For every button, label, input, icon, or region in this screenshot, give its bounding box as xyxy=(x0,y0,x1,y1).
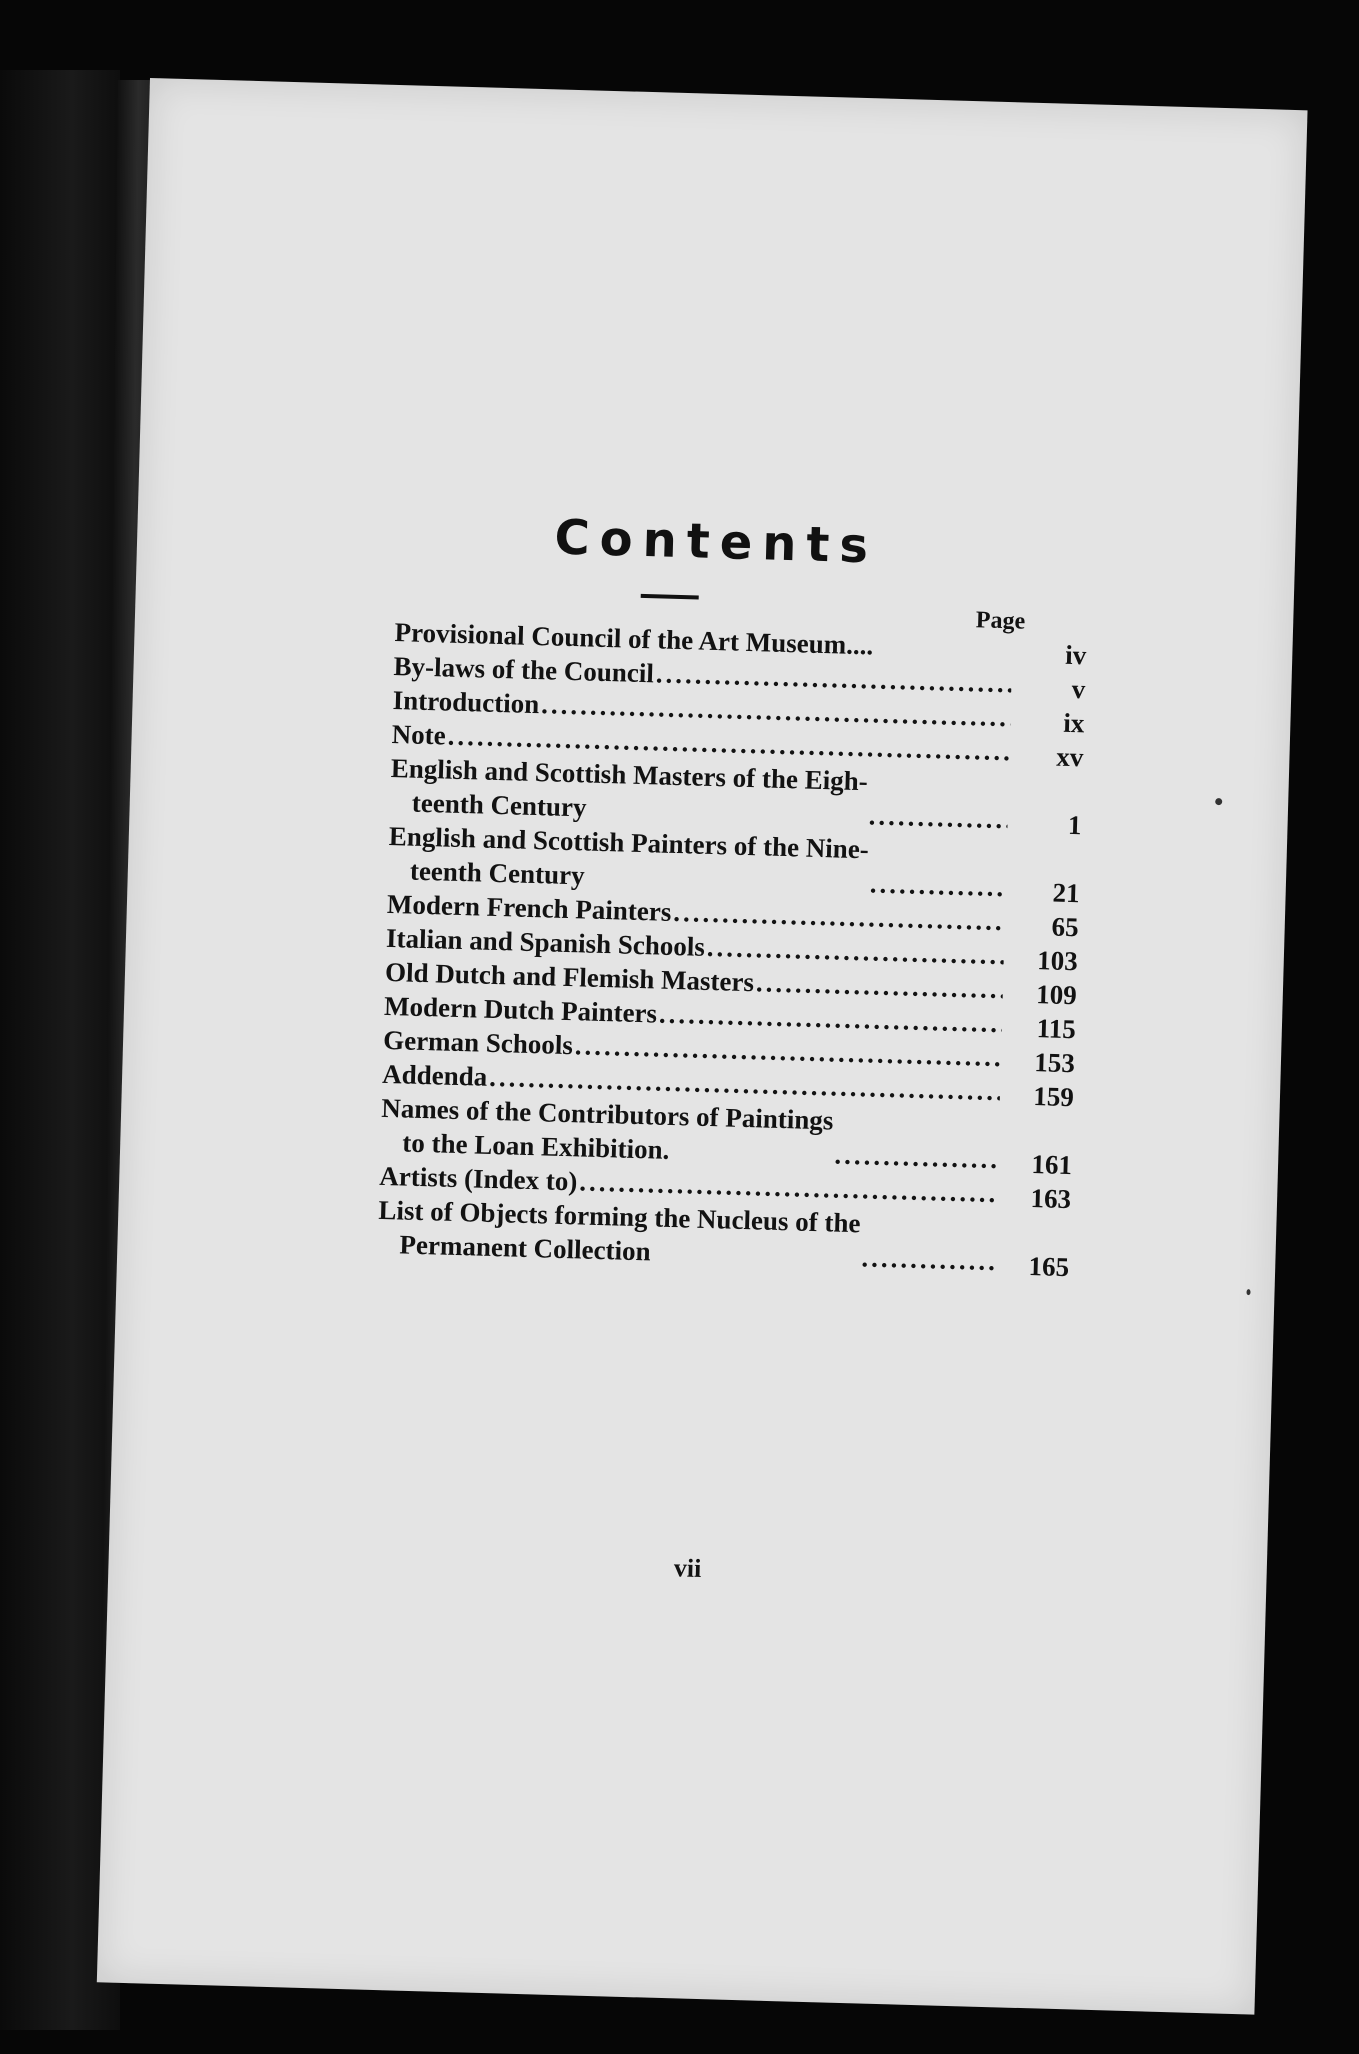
dot-leader xyxy=(869,866,1006,904)
toc-entry-page-number: 103 xyxy=(1036,945,1079,977)
toc-entry-page-number: 165 xyxy=(1028,1251,1070,1283)
toc-entry-page-number: 115 xyxy=(1036,1013,1077,1045)
toc-entry-page-number: 109 xyxy=(1035,979,1078,1011)
toc-entry-title: Provisional Council of the Art Museum.... xyxy=(394,617,874,661)
toc-entry-title xyxy=(380,1091,834,1172)
toc-entry-title: Note xyxy=(391,719,447,751)
toc-entry-title: Artists (Index to) xyxy=(379,1160,578,1197)
toc-entry-title-line: List of Objects forming the Nucleus of the xyxy=(378,1194,861,1239)
title-rule xyxy=(641,594,699,600)
toc-entry-page-number: 159 xyxy=(1032,1081,1075,1113)
toc-entry-title: Modern French Painters xyxy=(386,888,672,927)
toc-entry-page-number: 163 xyxy=(1030,1183,1072,1215)
book-page xyxy=(97,78,1308,2015)
dot-leader xyxy=(861,1240,996,1278)
toc-entry-page-number: 161 xyxy=(1031,1149,1073,1181)
toc-entry-title: By-laws of the Council xyxy=(393,651,655,689)
toc-entry-page-number: ix xyxy=(1062,707,1085,739)
page-column-heading: Page xyxy=(975,607,1026,635)
toc-entry-title-line: English and Scottish Masters of the Eigh- xyxy=(390,752,869,797)
toc-entry-page-number: 21 xyxy=(1052,877,1081,909)
toc-entry-title-continuation: Permanent Collection xyxy=(399,1229,652,1267)
page-content xyxy=(97,78,1308,2015)
toc-entry-title-continuation: teenth Century xyxy=(409,855,586,891)
toc-entry-title: Addenda xyxy=(381,1058,488,1092)
toc-entry-title-line: English and Scottish Painters of the Nine- xyxy=(388,820,870,865)
page-number: vii xyxy=(673,1553,702,1583)
toc-entry-page-number: 153 xyxy=(1033,1047,1076,1079)
table-of-contents xyxy=(377,607,1087,1283)
toc-entry-title: Old Dutch and Flemish Masters xyxy=(384,956,755,998)
toc-entry-page-number: 1 xyxy=(1067,809,1082,841)
dot-leader xyxy=(834,1138,999,1177)
toc-entry-title-continuation: teenth Century xyxy=(411,787,587,823)
toc-entry-title: German Schools xyxy=(382,1024,574,1061)
toc-list xyxy=(377,615,1087,1283)
toc-entry-title: Modern Dutch Painters xyxy=(383,990,658,1029)
toc-entry-page-number: v xyxy=(1071,673,1086,705)
toc-entry-title-continuation: to the Loan Exhibition. xyxy=(401,1127,670,1165)
toc-entry-page-number: xv xyxy=(1055,741,1084,773)
toc-entry-title: Italian and Spanish Schools xyxy=(385,922,706,962)
dot-leader xyxy=(868,798,1008,836)
scan-speck xyxy=(1246,1289,1250,1295)
toc-entry-title xyxy=(377,1193,861,1274)
toc-entry-title-line: Names of the Contributors of Paintings xyxy=(380,1092,834,1136)
toc-entry-title: Introduction xyxy=(392,685,540,720)
toc-entry-page-number: iv xyxy=(1064,639,1087,671)
page-title: Contents xyxy=(553,509,879,575)
toc-entry-page-number: 65 xyxy=(1051,911,1080,943)
scan-speck xyxy=(1215,798,1222,805)
